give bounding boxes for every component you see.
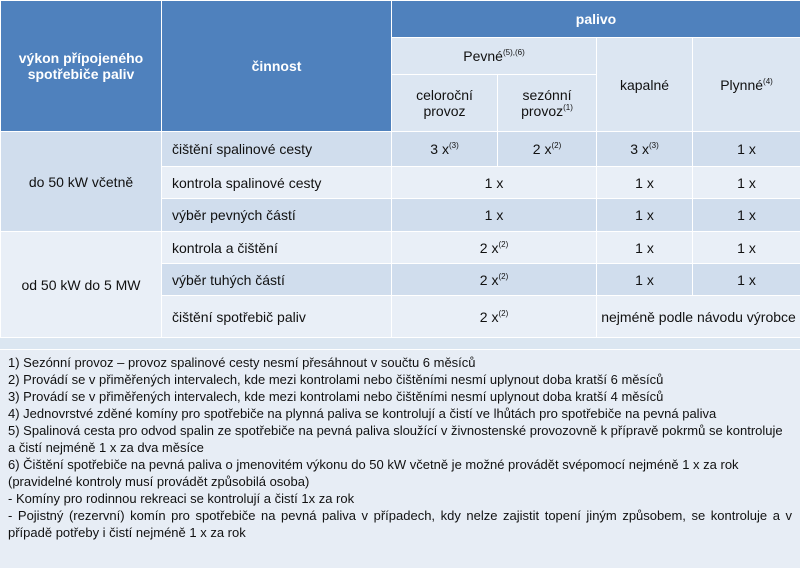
footnote: 5) Spalinová cesta pro odvod spalin ze spotřebiče na pevná paliva sloužící v živnostenské provozovně k přípravě pokrmů se kontroluje a čistí nejméně 1 x za dva měsíce xyxy=(8,423,783,455)
value-cell: 1 x xyxy=(597,167,693,199)
value-cell: 1 x xyxy=(597,264,693,296)
value-cell: 2 $x^{(2)}$ xyxy=(498,132,597,167)
activity-cell: čištění spotřebič paliv xyxy=(162,296,392,338)
value-cell: 1 x xyxy=(693,167,800,199)
value-cell: 1 x xyxy=(392,167,597,199)
footnote: - Pojistný (rezervní) komín pro spotřebiče na pevná paliva v případech, kdy nelze zajistit topení jiným způsobem, se kontroluje a v případě potřeby i čistí nejméně 1 x za rok xyxy=(8,508,792,540)
activity-cell: výběr tuhých částí xyxy=(162,264,392,296)
value-cell: 1 x xyxy=(693,232,800,264)
solid-fuel-header: Pevné$^{(5),(6)}$ xyxy=(392,38,597,75)
activity-cell: kontrola a čištění xyxy=(162,232,392,264)
value-cell: nejméně podle návodu výrobce xyxy=(597,296,800,338)
value-cell: 1 x xyxy=(597,199,693,232)
seasonal-header: sezónní provoz$^{(1)}$ xyxy=(498,75,597,132)
value-cell: 3 $x^{(3)}$ xyxy=(597,132,693,167)
table-row xyxy=(1,232,800,264)
power-group-2: od 50 kW do 5 MW xyxy=(1,232,162,338)
gas-fuel-header: Plynné$^{(4)}$ xyxy=(693,38,800,132)
value-cell: 1 x xyxy=(392,199,597,232)
activity-cell: výběr pevných částí xyxy=(162,199,392,232)
footnote: 3) Provádí se v přiměřených intervalech, kde mezi kontrolami nebo čištěními nesmí uplynout doba kratší 4 měsíců xyxy=(8,389,664,404)
table-row xyxy=(1,132,800,167)
footnote: 4) Jednovrstvé zděné komíny pro spotřebiče na plynná paliva se kontrolují a čistí ve lhůtách pro spotřebiče na pevná paliva xyxy=(8,406,717,421)
footnote: 1) Sezónní provoz – provoz spalinové cesty nesmí přesáhnout v součtu 6 měsíců xyxy=(8,355,476,370)
fuel-header: palivo xyxy=(392,1,800,38)
value-cell: 2 $x^{(2)}$ xyxy=(392,232,597,264)
value-cell: 1 x xyxy=(693,199,800,232)
footnote: 6) Čištění spotřebiče na pevná paliva o jmenovitém výkonu do 50 kW včetně je možné provádět svépomocí nejméně 1 x za rok (pravidelné kontroly musí provádět způsobilá osoba) xyxy=(8,457,739,489)
value-cell: 1 x xyxy=(693,132,800,167)
footnote: 2) Provádí se v přiměřených intervalech, kde mezi kontrolami nebo čištěními nesmí uplynout doba kratší 6 měsíců xyxy=(8,372,664,387)
value-cell: 3 $x^{(3)}$ xyxy=(392,132,498,167)
value-cell: 1 x xyxy=(597,232,693,264)
value-cell: 2 $x^{(2)}$ xyxy=(392,296,597,338)
activity-cell: kontrola spalinové cesty xyxy=(162,167,392,199)
power-header: výkon přípojeného spotřebiče paliv xyxy=(1,1,162,132)
yearround-header: celoroční provoz xyxy=(392,75,498,132)
value-cell: 1 x xyxy=(693,264,800,296)
liquid-fuel-header: kapalné xyxy=(597,38,693,132)
power-group-1: do 50 kW včetně xyxy=(1,132,162,232)
footnote: - Komíny pro rodinnou rekreaci se kontrolují a čistí 1x za rok xyxy=(8,491,355,506)
value-cell: 2 $x^{(2)}$ xyxy=(392,264,597,296)
footnotes xyxy=(0,349,800,568)
activity-header: činnost xyxy=(162,1,392,132)
activity-cell: čištění spalinové cesty xyxy=(162,132,392,167)
